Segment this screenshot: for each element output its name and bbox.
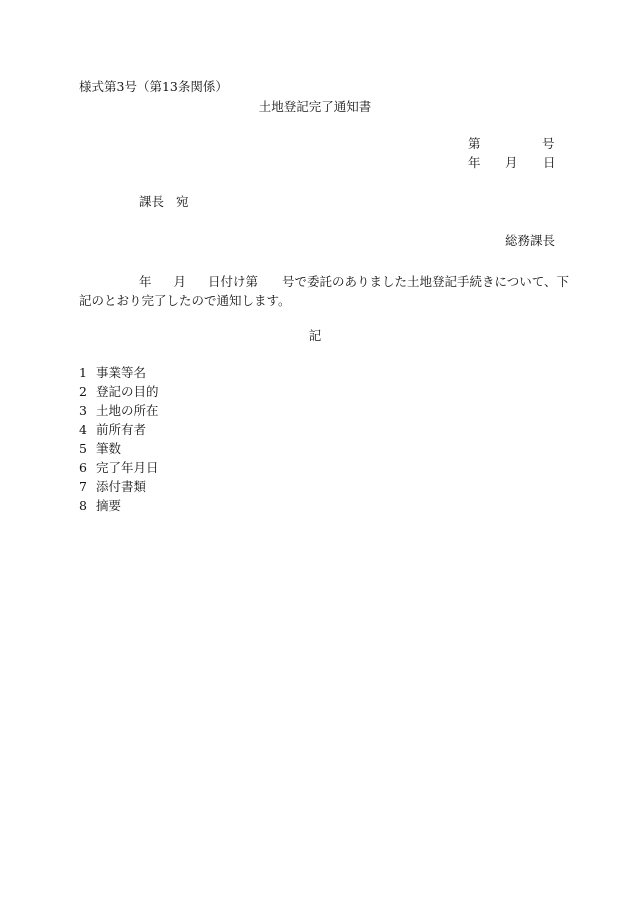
list-item: 4 前所有者 (79, 422, 147, 437)
list-item: 3 土地の所在 (79, 403, 159, 418)
sender: 総務課長 (505, 233, 556, 248)
addressee (139, 196, 189, 209)
item-list (79, 367, 159, 519)
body-line-1 (79, 272, 569, 291)
addressee-title: 課長 (139, 194, 165, 209)
list-item: 5 筆数 (79, 441, 122, 456)
list-item: 7 添付書類 (79, 479, 147, 494)
list-item: 8 摘要 (79, 498, 122, 513)
body-year: 年 (139, 274, 152, 289)
date-day: 日 (543, 155, 556, 170)
form-label: 様式第3号（第13条関係） (79, 79, 228, 94)
body-line-2: 記のとおり完了したので通知します。 (79, 293, 291, 308)
addressee-honorific: 宛 (176, 194, 189, 209)
body-dated-no: 日付け第 (208, 274, 259, 289)
date-year: 年 (468, 155, 481, 170)
number-prefix: 第 (468, 136, 481, 151)
body-paragraph (79, 272, 569, 310)
ki-heading: 記 (308, 328, 322, 343)
list-item: 2 登記の目的 (79, 384, 159, 399)
body-rest: 号で委託のありました土地登記手続きについて、下 (282, 274, 570, 289)
list-item: 1 事業等名 (79, 365, 147, 380)
number-suffix: 号 (542, 136, 555, 151)
document-title: 土地登記完了通知書 (258, 99, 372, 114)
body-month: 月 (173, 274, 187, 289)
date-month: 月 (505, 155, 518, 170)
list-item: 6 完了年月日 (79, 460, 159, 475)
